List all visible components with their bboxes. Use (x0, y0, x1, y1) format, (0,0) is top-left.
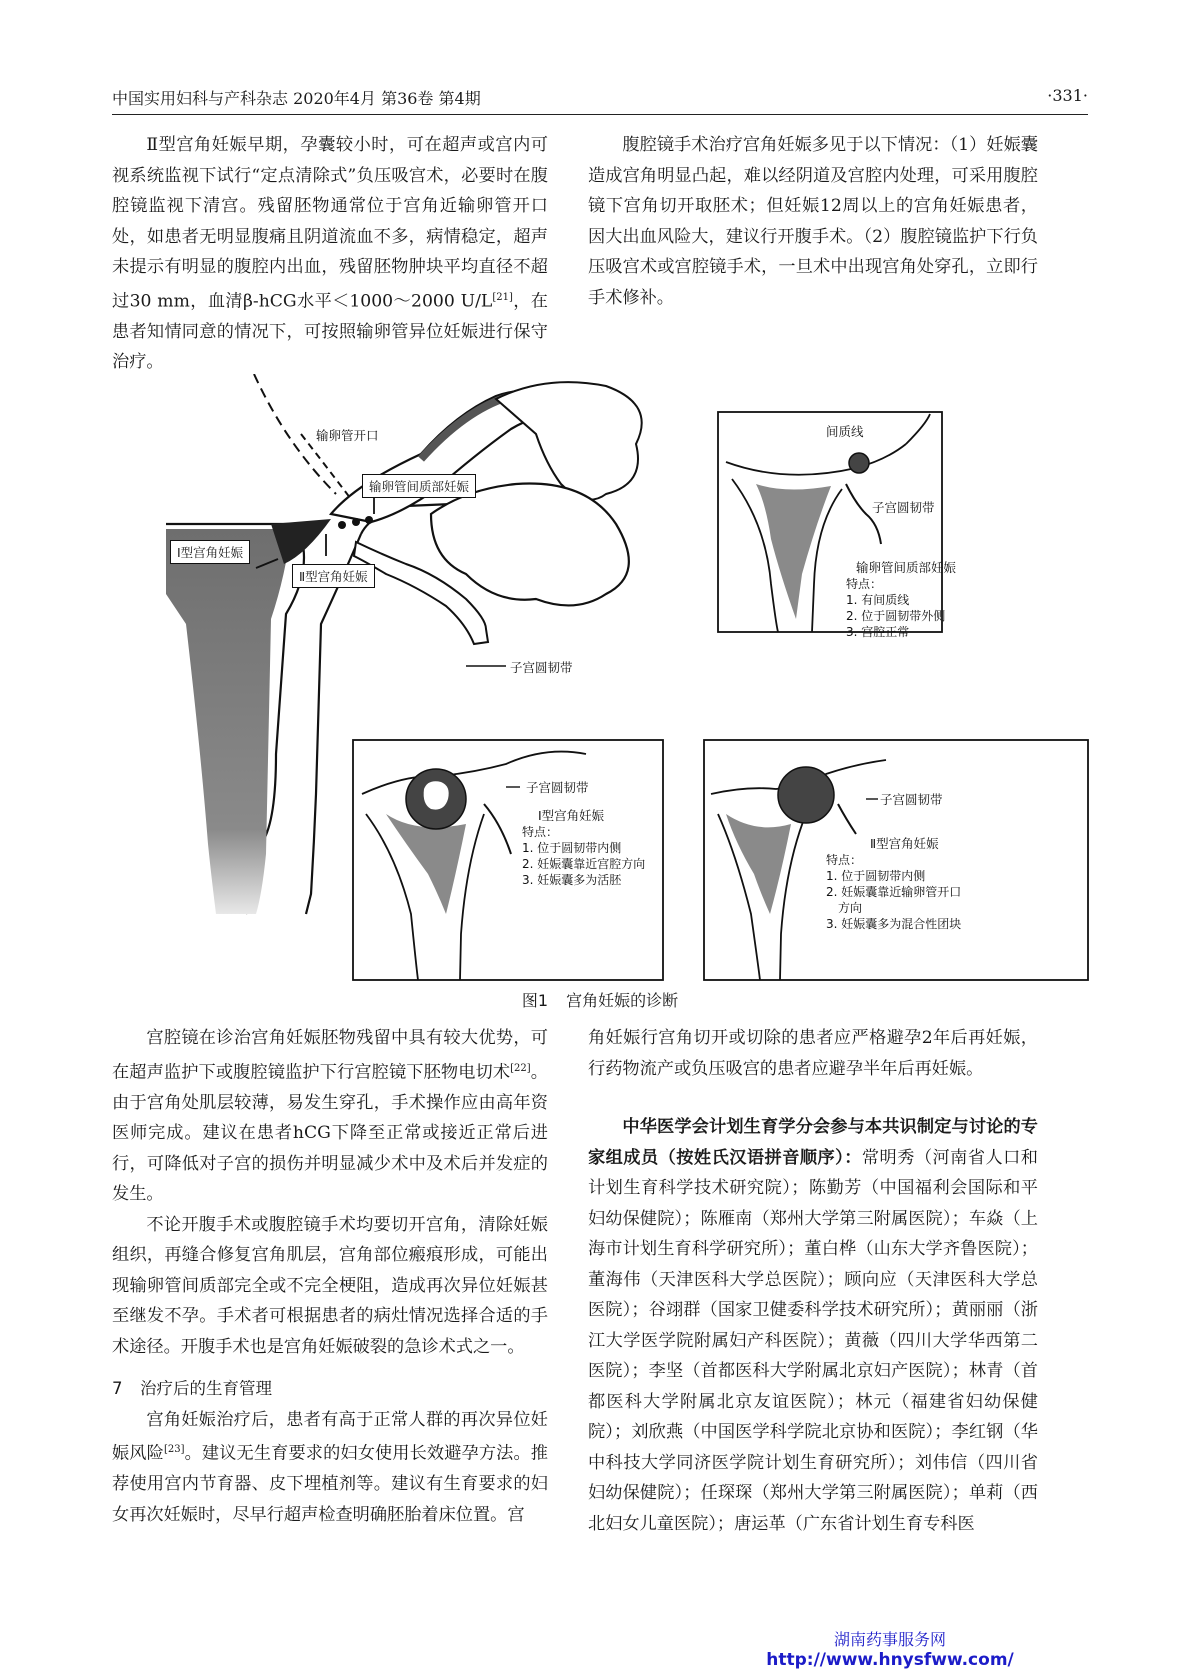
feature-item: 3. 妊娠囊多为活胚 (522, 873, 622, 887)
inset-interstitial-ligament-label: 子宫圆韧带 (872, 500, 935, 515)
caption-text: 宫角妊娠的诊断 (566, 991, 679, 1010)
feature-item: 2. 妊娠囊靠近宫腔方向 (522, 857, 646, 871)
inset-type1-ligament-label: 子宫圆韧带 (526, 780, 589, 795)
top-right-column (588, 130, 1038, 313)
watermark-site-name: 湖南药事服务网 (833, 1630, 946, 1649)
features-heading: 特点： (522, 825, 559, 839)
paragraph-text: 宫角妊娠治疗后，患者有高于正常人群的再次异位妊娠风险 (112, 1409, 548, 1464)
committee-paragraph (588, 1112, 1038, 1539)
paragraph (112, 1405, 548, 1531)
feature-item: 1. 位于圆韧带内侧 (522, 841, 622, 855)
feature-item: 1. 有间质线 (846, 593, 910, 607)
inset-type2-title: Ⅱ型宫角妊娠 (870, 836, 939, 851)
watermark (760, 1630, 1020, 1670)
label-type2: Ⅱ型宫角妊娠 (292, 564, 375, 588)
paragraph-text: Ⅱ型宫角妊娠早期，孕囊较小时，可在超声或宫内可视系统监视下试行“定点清除式”负压吸宫术，必要时在腹腔镜监视下清宫。残留胚物通常位于宫角近输卵管开口处，如患者无明显腹痛且阴道流血不多，病情稳定，超声未提示有明显的腹腔内出血，残留胚物肿块平均直径不超过30 mm，血清β-hCG水平＜1000～2000 U/L (112, 135, 548, 312)
feature-item: 方向 (838, 901, 863, 915)
label-interstitial-line: 间质线 (826, 424, 864, 439)
inset-type2-sac (778, 767, 834, 823)
feature-item: 1. 位于圆韧带内侧 (826, 869, 926, 883)
top-left-column (112, 130, 548, 378)
figure-diagnosis-diagram (166, 374, 1106, 984)
uterine-cavity (166, 529, 291, 914)
features-heading: 特点： (846, 577, 883, 591)
paragraph-tail: 。建议无生育要求的妇女使用长效避孕方法。推荐使用宫内节育器、皮下埋植剂等。建议有生育要求的妇女再次妊娠时，尽早行超声检查明确胚胎着床位置。宫 (112, 1443, 548, 1525)
section-title: 治疗后的生育管理 (140, 1379, 272, 1399)
paragraph-tail: 。由于宫角处肌层较薄，易发生穿孔，手术操作应由高年资医师完成。建议在患者hCG下降至正常或接近正常后进行，可降低对子宫的损伤并明显减少术中及术后并发症的发生。 (112, 1062, 548, 1205)
watermark-url[interactable]: http://www.hnysfww.com/ (766, 1650, 1014, 1670)
bottom-left-column (112, 1023, 548, 1530)
journal-title: 中国实用妇科与产科杂志 2020年4月 第36卷 第4期 (112, 89, 481, 108)
inset-interstitial-features (846, 576, 945, 640)
label-type1: Ⅰ型宫角妊娠 (170, 540, 250, 564)
inset-type2-ligament-label: 子宫圆韧带 (880, 792, 943, 807)
citation: [21] (492, 291, 513, 303)
page-number: ·331· (1047, 86, 1088, 105)
figure-caption (0, 988, 1200, 1011)
feature-item: 3. 宫腔正常 (846, 625, 910, 639)
inset-type1-features (522, 824, 645, 888)
paragraph-tail: ，在患者知情同意的情况下，可按照输卵管异位妊娠进行保守治疗。 (112, 291, 548, 373)
inset-type2-features (826, 852, 961, 932)
top-left-paragraph (112, 130, 548, 378)
running-header (112, 86, 1088, 115)
label-interstitial-pregnancy: 输卵管间质部妊娠 (362, 474, 476, 498)
paragraph-text: 宫腔镜在诊治宫角妊娠胚物残留中具有较大优势，可在超声监护下或腹腔镜监护下行宫腔镜下胚物电切术 (112, 1028, 548, 1083)
top-right-paragraph: 腹腔镜手术治疗宫角妊娠多见于以下情况：（1）妊娠囊造成宫角明显凸起，难以经阴道及宫腔内处理，可采用腹腔镜下宫角切开取胚术；但妊娠12周以上的宫角妊娠患者，因大出血风险大，建议行开腹手术。（2）腹腔镜监护下行负压吸宫术或宫腔镜手术，一旦术中出现宫角处穿孔，立即行手术修补。 (588, 135, 1038, 308)
bottom-right-column (588, 1023, 1038, 1539)
feature-item: 3. 妊娠囊多为混合性团块 (826, 917, 962, 931)
inset-interstitial-title: 输卵管间质部妊娠 (856, 560, 957, 575)
section-heading (112, 1374, 548, 1405)
paragraph (112, 1023, 548, 1210)
committee-members: 常明秀（河南省人口和计划生育科学技术研究院）；陈勤芳（中国福利会国际和平妇幼保健院）；陈雁南（郑州大学第三附属医院）；车焱（上海市计划生育科学研究所）；董白桦（山东大学齐鲁医院）；董海伟（天津医科大学总医院）；顾向应（天津医科大学总医院）；谷翊群（国家卫健委科学技术研究所）；黄丽丽（浙江大学医学院附属妇产科医院）；黄薇（四川大学华西第二医院）；李坚（首都医科大学附属北京妇产医院）；林青（首都医科大学附属北京友谊医院）；林元（福建省妇幼保健院）；刘欣燕（中国医学科学院北京协和医院）；李红钢（华中科技大学同济医学院计划生育研究所）；刘伟信（四川省妇幼保健院）；任琛琛（郑州大学第三附属医院）；单莉（西北妇女儿童医院）；唐运革（广东省计划生育专科医 (588, 1147, 1038, 1534)
fimbria (496, 382, 642, 500)
citation: [22] (510, 1062, 531, 1074)
committee-lead: 中华医学会计划生育学分会参与本共识制定与讨论的专家组成员（按姓氏汉语拼音顺序）： (588, 1117, 1038, 1168)
label-tube-opening: 输卵管开口 (316, 428, 379, 443)
caption-number: 图1 (521, 991, 549, 1010)
features-heading: 特点： (826, 853, 863, 867)
label-round-ligament: 子宫圆韧带 (510, 660, 573, 675)
paragraph: 不论开腹手术或腹腔镜手术均要切开宫角，清除妊娠组织，再缝合修复宫角肌层，宫角部位瘢痕形成，可能出现输卵管间质部完全或不完全梗阻，造成再次异位妊娠甚至继发不孕。手术者可根据患者的病灶情况选择合适的手术途径。开腹手术也是宫角妊娠破裂的急诊术式之一。 (112, 1214, 548, 1357)
ovary (431, 484, 629, 606)
paragraph: 角妊娠行宫角切开或切除的患者应严格避孕2年后再妊娠，行药物流产或负压吸宫的患者应避孕半年后再妊娠。 (588, 1028, 1038, 1079)
section-number: 7 (112, 1379, 123, 1399)
anatomy-illustration (166, 374, 1106, 984)
inset-type1-title: Ⅰ型宫角妊娠 (538, 808, 605, 823)
citation: [23] (163, 1444, 185, 1456)
inset-interstitial-sac (849, 453, 869, 473)
feature-item: 2. 妊娠囊靠近输卵管开口 (826, 885, 962, 899)
feature-item: 2. 位于圆韧带外侧 (846, 609, 946, 623)
